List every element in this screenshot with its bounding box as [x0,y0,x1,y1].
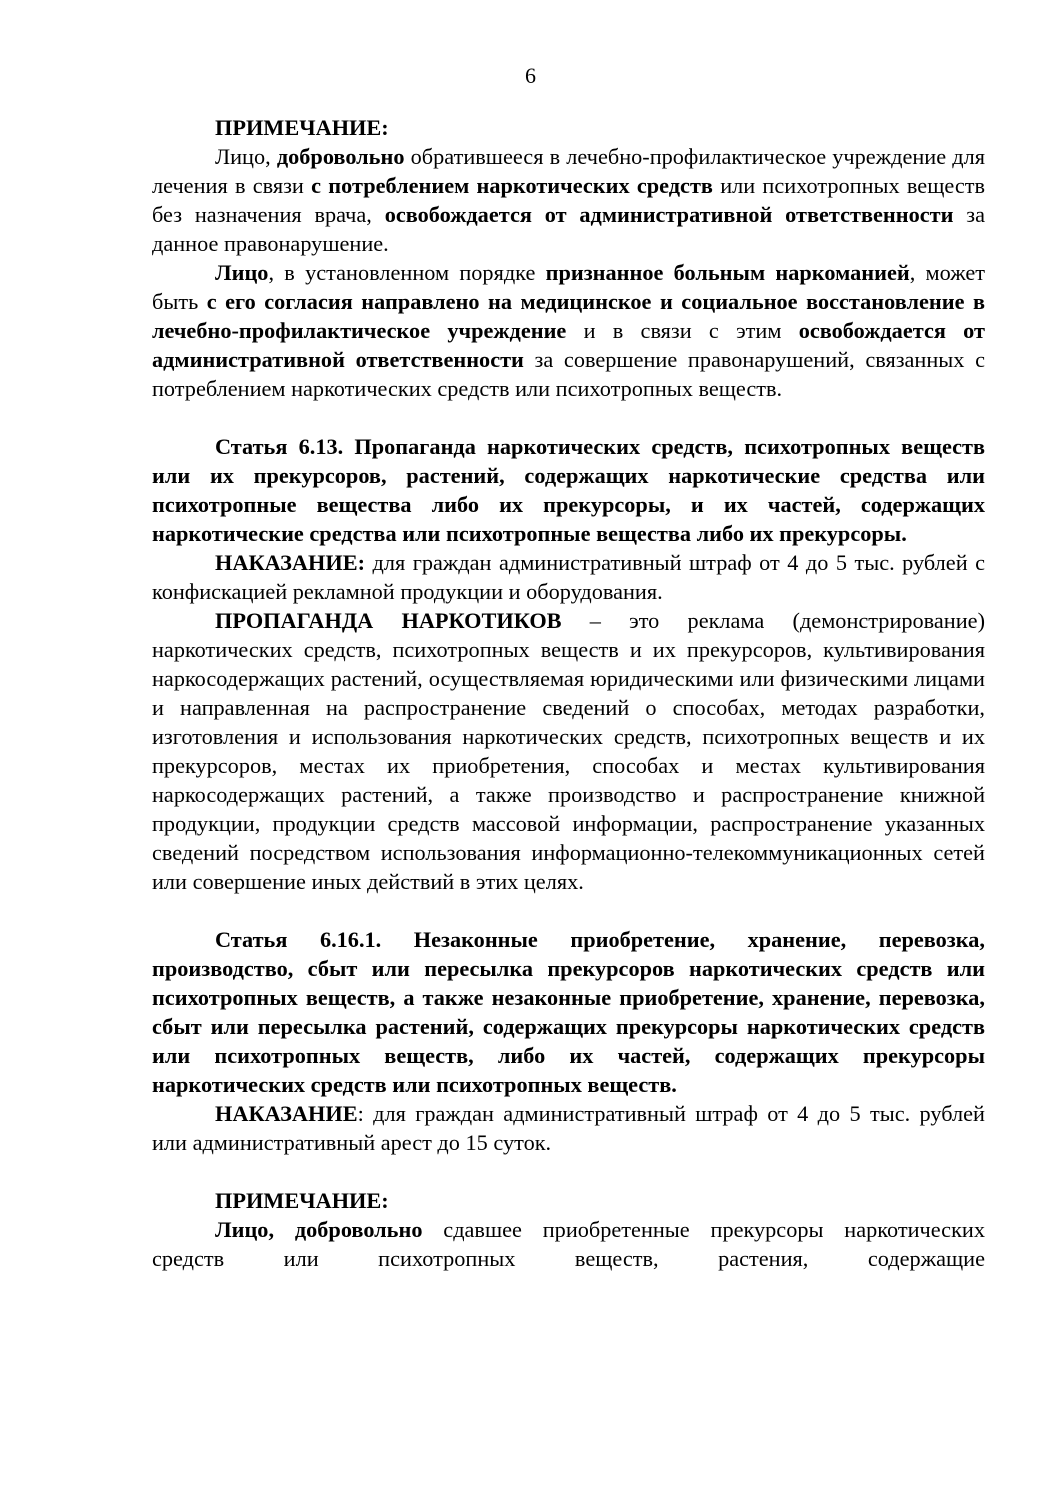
bold-text-run: с его согласия направлено на медицинское и социальное восстановление в лечебно-профилактическое учреждение [152,289,986,343]
bold-text-run: с потреблением наркотических средств [311,173,713,198]
text-run: , может быть [152,260,985,314]
bold-text-run: признанное больным наркоманией [545,260,910,285]
text-run: : для граждан административный штраф от 4 до 5 тыс. рублей или административный арест до 15 суток. [152,1101,985,1155]
section-gap [152,403,985,432]
text-run: обратившееся в лечебно-профилактическое учреждение для лечения в связи [152,144,985,198]
page-content [152,113,985,1273]
section-gap [152,896,985,925]
text-run: Лицо, [215,144,277,169]
note-paragraph-precursors [152,1215,985,1273]
article-6-16-1-title: Статья 6.16.1. Незаконные приобретение, хранение, перевозка, производство, сбыт или пересылка прекурсоров наркотических средств или психотропных веществ, а также незаконные приобретение, хранение, перевозка, сбыт или пересылка растений, содержащих прекурсоры наркотических средств или психотропных веществ, либо их частей, содержащих прекурсоры наркотических средств или психотропных веществ. [152,927,985,1097]
bold-text-run: Лицо, добровольно [215,1217,423,1242]
text-run: за данное правонарушение. [152,202,985,256]
article-6-13-title: Статья 6.13. Пропаганда наркотических средств, психотропных веществ или их прекурсоров, растений, содержащих наркотические средства или психотропные вещества либо их прекурсоры, и их частей, содержащих наркотические средства или психотропные вещества либо их прекурсоры. [152,434,985,546]
article-6-13-penalty [152,548,985,606]
drug-propaganda-definition [152,606,985,896]
text-run: – это реклама (демонстрирование) наркотических средств, психотропных веществ и их прекурсоров, культивирования наркосодержащих растений, осуществляемая юридическими или физическими лицами и направленная на распространение сведений о способах, методах разработки, изготовления и использования наркотических средств, психотропных веществ и их прекурсоров, местах их приобретения, способах и местах культивирования наркосодержащих растений, а также производство и распространение книжной продукции, продукции средств массовой информации, распространение указанных сведений посредством использования информационно-телекоммуникационных сетей или совершение иных действий в этих целях. [152,608,985,894]
section-gap [152,1157,985,1186]
text-run: для граждан административный штраф от 4 до 5 тыс. рублей с конфискацией рекламной продукции и оборудования. [152,550,985,604]
text-run: , в установленном порядке [268,260,546,285]
text-run: сдавшее приобретенные прекурсоры наркотических средств или психотропных веществ, растения, содержащие [152,1217,985,1271]
bold-text-run: НАКАЗАНИЕ [215,1101,358,1126]
bold-text-run: добровольно [276,144,405,169]
text-run: и в связи с этим [566,318,799,343]
note-heading-2: ПРИМЕЧАНИЕ: [215,1188,389,1213]
text-run: за совершение правонарушений, связанных с потреблением наркотических средств или психотропных веществ. [152,347,985,401]
bold-text-run: Лицо [215,260,269,285]
bold-text-run: НАКАЗАНИЕ: [215,550,366,575]
bold-text-run: ПРОПАГАНДА НАРКОТИКОВ [215,608,562,633]
note-paragraph-voluntary [152,142,985,258]
bold-text-run: освобождается от административной ответственности [152,318,985,372]
text-run: или психотропных веществ без назначения врача, [152,173,985,227]
page-number: 6 [525,63,536,88]
note-heading: ПРИМЕЧАНИЕ: [215,115,389,140]
article-6-16-1-penalty [152,1099,985,1157]
note-paragraph-addiction [152,258,985,403]
bold-text-run: освобождается от административной ответственности [384,202,954,227]
